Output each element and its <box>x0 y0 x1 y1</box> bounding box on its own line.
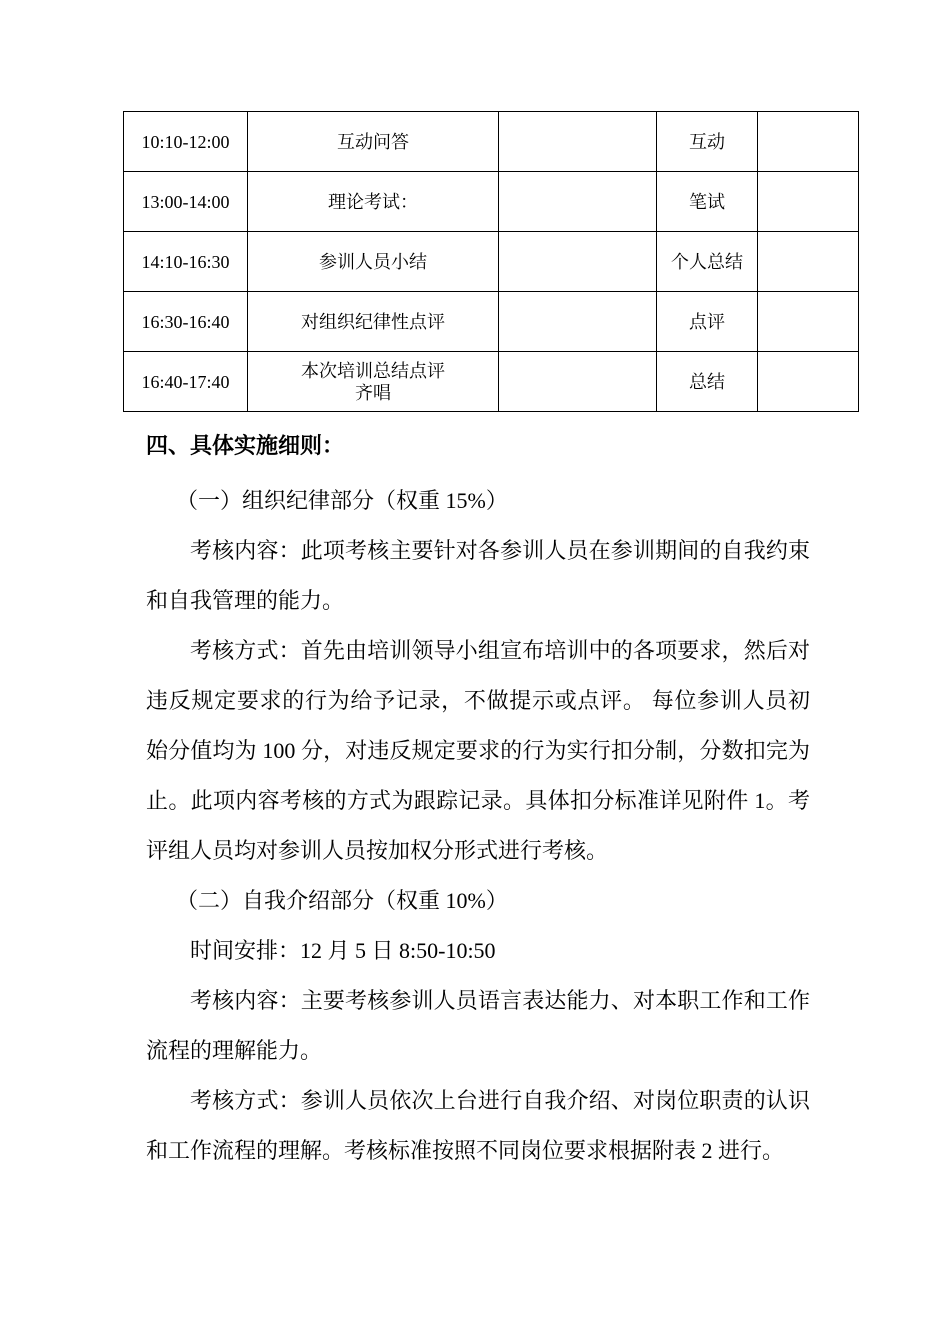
paragraph: 考核内容：主要考核参训人员语言表达能力、对本职工作和工作流程的理解能力。 <box>146 988 810 1063</box>
schedule-table-body <box>124 112 859 412</box>
activity-line: 对组织纪律性点评 <box>301 311 445 332</box>
activity-cell <box>248 172 499 232</box>
schedule-table <box>123 111 859 412</box>
paragraph: 考核方式：参训人员依次上台进行自我介绍、对岗位职责的认识和工作流程的理解。考核标准按照不同岗位要求根据附表 2 进行。 <box>146 1088 810 1163</box>
time-cell: 14:10-16:30 <box>124 232 248 292</box>
time-cell: 10:10-12:00 <box>124 112 248 172</box>
schedule-row <box>124 112 859 172</box>
activity-cell <box>248 352 499 412</box>
text-body <box>146 476 810 1176</box>
schedule-row <box>124 172 859 232</box>
note-cell <box>758 172 859 232</box>
activity-line: 理论考试： <box>328 191 418 212</box>
blank-cell <box>499 232 657 292</box>
note-cell <box>758 112 859 172</box>
time-cell: 16:30-16:40 <box>124 292 248 352</box>
activity-cell <box>248 232 499 292</box>
blank-cell <box>499 172 657 232</box>
schedule-row <box>124 232 859 292</box>
activity-line: 本次培训总结点评 <box>301 360 445 381</box>
activity-line: 参训人员小结 <box>319 251 427 272</box>
activity-line: 互动问答 <box>337 131 409 152</box>
activity-cell <box>248 292 499 352</box>
time-cell: 16:40-17:40 <box>124 352 248 412</box>
form-cell: 总结 <box>657 352 758 412</box>
paragraph: 考核方式：首先由培训领导小组宣布培训中的各项要求，然后对违反规定要求的行为给予记录，不做提示或点评。 每位参训人员初始分值均为 100 分，对违反规定要求的行为实行扣分制，分数扣完为止。此项内容考核的方式为跟踪记录。具体扣分标准详见附件 1。考评组人员均对参训人员按加权分形式进行考核。 <box>146 638 810 863</box>
blank-cell <box>499 292 657 352</box>
form-cell: 点评 <box>657 292 758 352</box>
form-cell: 互动 <box>657 112 758 172</box>
note-cell <box>758 292 859 352</box>
form-cell: 笔试 <box>657 172 758 232</box>
activity-cell <box>248 112 499 172</box>
section-heading: 四、具体实施细则： <box>146 433 345 458</box>
form-cell: 个人总结 <box>657 232 758 292</box>
blank-cell <box>499 112 657 172</box>
note-cell <box>758 232 859 292</box>
subsection-heading: （一）组织纪律部分（权重 15%） <box>176 488 508 513</box>
subsection-heading: （二）自我介绍部分（权重 10%） <box>176 888 508 913</box>
paragraph: 考核内容：此项考核主要针对各参训人员在参训期间的自我约束和自我管理的能力。 <box>146 538 810 613</box>
paragraph: 时间安排：12 月 5 日 8:50-10:50 <box>190 938 496 963</box>
schedule-row <box>124 292 859 352</box>
time-cell: 13:00-14:00 <box>124 172 248 232</box>
note-cell <box>758 352 859 412</box>
blank-cell <box>499 352 657 412</box>
schedule-row <box>124 352 859 412</box>
activity-line: 齐唱 <box>355 382 391 403</box>
